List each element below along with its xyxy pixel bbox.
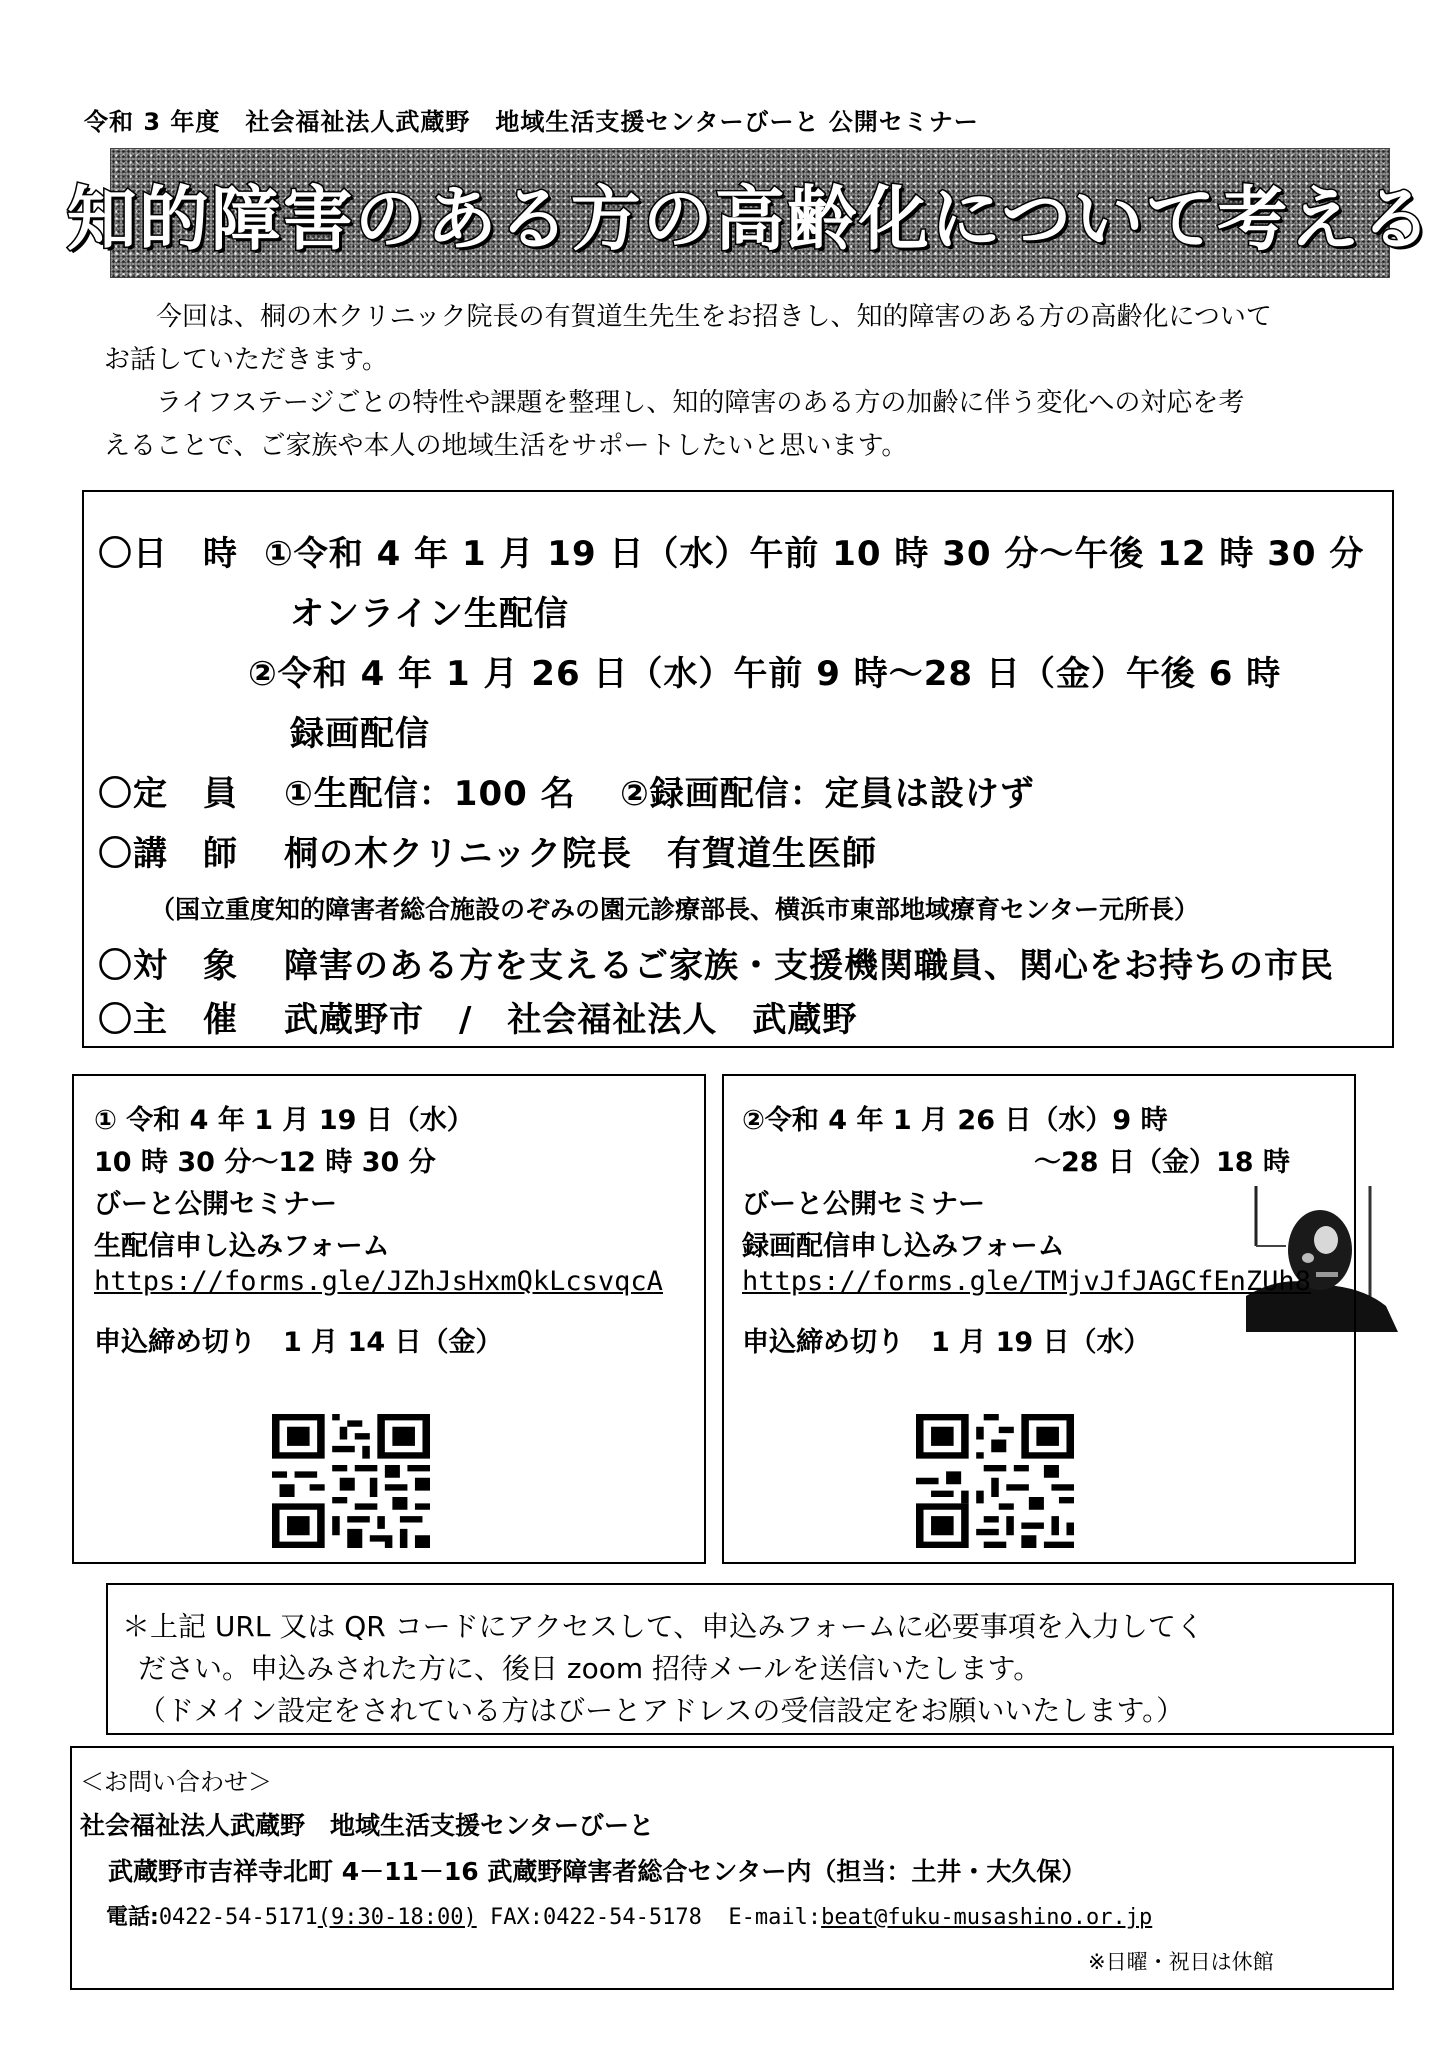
tel-number: 0422-54-5171: [158, 1905, 318, 1930]
tel-label: 電話:: [106, 1905, 159, 1930]
recorded-form-box: [722, 1074, 1356, 1564]
header-line: 令和 3 年度 社会福祉法人武蔵野 地域生活支援センターびーと 公開セミナー: [84, 108, 979, 136]
form1-url-link[interactable]: https://forms.gle/JZhJsHxmQkLcsvqcA: [94, 1266, 663, 1297]
form1-form-title: 生配信申し込みフォーム: [94, 1231, 390, 1262]
target-label: 〇対 象: [98, 946, 238, 986]
form2-date: ②令和 4 年 1 月 26 日（水）9 時: [742, 1105, 1168, 1136]
datetime-2-mode: 録画配信: [290, 714, 430, 754]
form1-seminar-name: びーと公開セミナー: [94, 1189, 337, 1220]
note-box: [106, 1583, 1394, 1735]
contact-org: 社会福祉法人武蔵野 地域生活支援センターびーと: [80, 1811, 655, 1840]
form1-deadline: 申込締め切り 1 月 14 日（金）: [94, 1327, 503, 1358]
qr-code-icon[interactable]: [916, 1414, 1074, 1548]
title-banner: [66, 148, 1434, 278]
host-label: 〇主 催: [98, 1000, 238, 1040]
contact-phone-line: [106, 1900, 1152, 1931]
form2-url-link[interactable]: https://forms.gle/TMjvJfJAGCfEnZUh8: [742, 1266, 1311, 1297]
datetime-label: 〇日 時: [98, 534, 238, 574]
contact-heading: ＜お問い合わせ＞: [80, 1768, 272, 1796]
datetime-2: ②令和 4 年 1 月 26 日（水）午前 9 時～28 日（金）午後 6 時: [248, 654, 1282, 694]
datetime-1: ①令和 4 年 1 月 19 日（水）午前 10 時 30 分～午後 12 時 30 分: [264, 534, 1365, 574]
lecturer-label: 〇講 師: [98, 834, 238, 874]
capacity-2: ②録画配信：定員は設けず: [620, 774, 1035, 814]
note-line1: ＊上記 URL 又は QR コードにアクセスして、申込みフォームに必要事項を入力してく: [122, 1610, 1204, 1643]
intro-text: [104, 296, 1364, 468]
form2-date-end: ～28 日（金）18 時: [1034, 1147, 1290, 1178]
contact-box: [70, 1746, 1394, 1990]
form2-form-title: 録画配信申し込みフォーム: [742, 1231, 1065, 1262]
live-form-box: [72, 1074, 706, 1564]
office-hours: (9:30-18:00): [317, 1905, 477, 1930]
email-link[interactable]: beat@fuku-musashino.or.jp: [821, 1905, 1153, 1930]
closed-note: ※日曜・祝日は休館: [1088, 1950, 1274, 1974]
form2-deadline: 申込締め切り 1 月 19 日（水）: [742, 1327, 1151, 1358]
email-label: E-mail:: [728, 1905, 822, 1930]
intro-p1-line1: 今回は、桐の木クリニック院長の有賀道生先生をお招きし、知的障害のある方の高齢化について: [156, 302, 1272, 332]
note-line3: （ドメイン設定をされている方はびーとアドレスの受信設定をお願いいたします。）: [138, 1694, 1185, 1727]
intro-p2-line1: ライフステージごとの特性や課題を整理し、知的障害のある方の加齢に伴う変化への対応を考: [156, 388, 1245, 418]
capacity-1: ①生配信：100 名: [284, 774, 576, 814]
intro-p2-line2: えることで、ご家族や本人の地域生活をサポートしたいと思います。: [104, 431, 908, 461]
note-line2: ださい。申込みされた方に、後日 zoom 招待メールを送信いたします。: [138, 1652, 1042, 1685]
contact-address: 武蔵野市吉祥寺北町 4－11－16 武蔵野障害者総合センター内（担当：土井・大久保）: [108, 1857, 1087, 1886]
form1-time: 10 時 30 分～12 時 30 分: [94, 1147, 436, 1178]
intro-p1-line2: お話していただきます。: [104, 345, 388, 375]
form1-date: ① 令和 4 年 1 月 19 日（水）: [94, 1105, 474, 1136]
lecturer-name: 桐の木クリニック院長 有賀道生医師: [284, 834, 877, 874]
event-info-box: [82, 490, 1394, 1048]
datetime-1-mode: オンライン生配信: [290, 594, 569, 634]
lecturer-note: （国立重度知的障害者総合施設のぞみの園元診療部長、横浜市東部地域療育センター元所長）: [150, 895, 1200, 924]
qr-code-icon[interactable]: [272, 1414, 430, 1548]
fax-number: FAX:0422-54-5178: [489, 1905, 702, 1930]
form2-seminar-name: びーと公開セミナー: [742, 1189, 985, 1220]
page-title: 知的障害のある方の高齢化について考える: [66, 177, 1434, 260]
target-text: 障害のある方を支えるご家族・支援機関職員、関心をお持ちの市民: [284, 946, 1334, 986]
capacity-label: 〇定 員: [98, 774, 238, 814]
host-text: 武蔵野市 / 社会福祉法人 武蔵野: [284, 1000, 858, 1040]
